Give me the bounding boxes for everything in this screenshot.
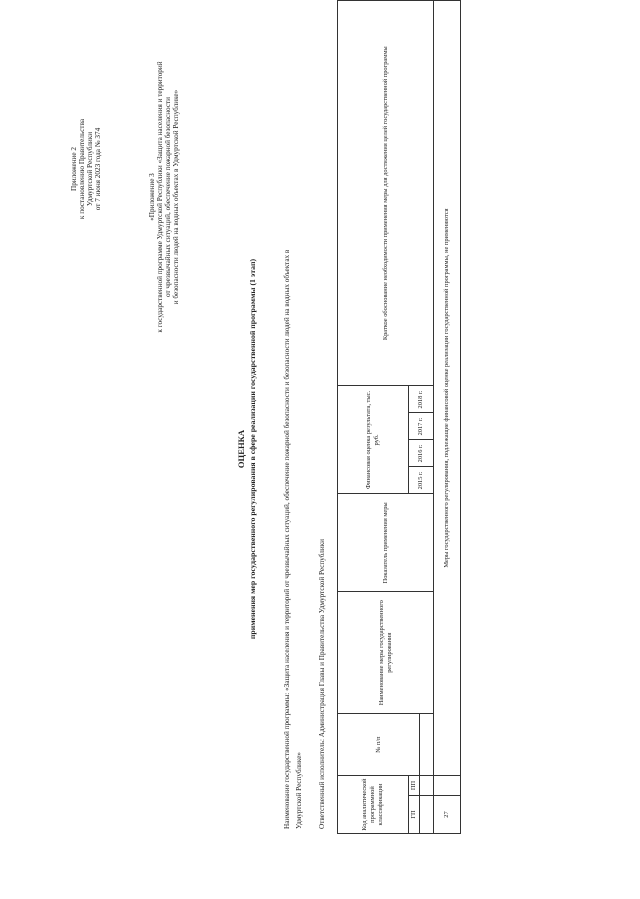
- appendix-2-line1: Приложение 2: [70, 147, 78, 191]
- header-financial: Финансовая оценка результата, тыс. руб.: [338, 386, 409, 494]
- appendix-3-line2: к государственной программе Удмуртской Республики «Защита населения и территорий: [156, 61, 164, 333]
- header-num: № п/п: [338, 714, 420, 776]
- program-name-line1: Наименование государственной программы: «Защита населения и территорий от чрезвычайных ситуаций, обеспечение пожарной безопасности и безопасности людей на водных объектах в: [283, 249, 291, 829]
- header-gp: ГП: [409, 796, 420, 834]
- year-2018: 2018 г.: [409, 386, 434, 413]
- appendix-3-line3: от чрезвычайных ситуаций, обеспечение пожарной безопасности: [164, 97, 172, 298]
- empty-cell: [420, 714, 434, 776]
- appendix-2-line2: к постановлению Правительства: [78, 118, 86, 220]
- header-measure-name: Наименование меры государственного регулирования: [338, 592, 434, 714]
- program-name-line2: Удмуртской Республике»: [295, 752, 303, 829]
- year-2015: 2015 г.: [409, 467, 434, 494]
- year-2017: 2017 г.: [409, 413, 434, 440]
- header-code: Код аналитической программной классификации: [338, 776, 409, 834]
- page-subtitle: применения мер государственного регулирования в сфере реализации государственной программы (1 этап): [248, 258, 257, 640]
- row-text: Меры государственного регулирования, подлежащие финансовой оценке реализации государственной программы, не применяются: [434, 1, 461, 776]
- empty-cell: [420, 776, 434, 796]
- header-indicator: Показатель применения меры: [338, 494, 434, 592]
- row-gp: 27: [434, 796, 461, 834]
- header-justification: Краткое обоснование необходимости применения меры для достижения целей государственной программы: [338, 1, 434, 387]
- appendix-2-line4: от 7 июня 2023 года № 374: [94, 127, 102, 211]
- evaluation-table: [337, 0, 461, 834]
- empty-cell: [420, 796, 434, 834]
- appendix-2-line3: Удмуртской Республики: [86, 131, 94, 207]
- empty-cell: [434, 776, 461, 796]
- page-title: ОЦЕНКА: [236, 429, 246, 469]
- appendix-3-line1: «Приложение 3: [148, 173, 156, 221]
- appendix-3-line4: и безопасности людей на водных объектах в Удмуртской Республике»: [172, 89, 180, 305]
- executor: Ответственный исполнитель: Администрация Главы и Правительства Удмуртской Республики: [318, 538, 326, 829]
- year-2016: 2016 г.: [409, 440, 434, 467]
- appendix-3-block: [148, 7, 180, 387]
- header-pp: ПП: [409, 776, 420, 796]
- appendix-2-block: [70, 69, 102, 269]
